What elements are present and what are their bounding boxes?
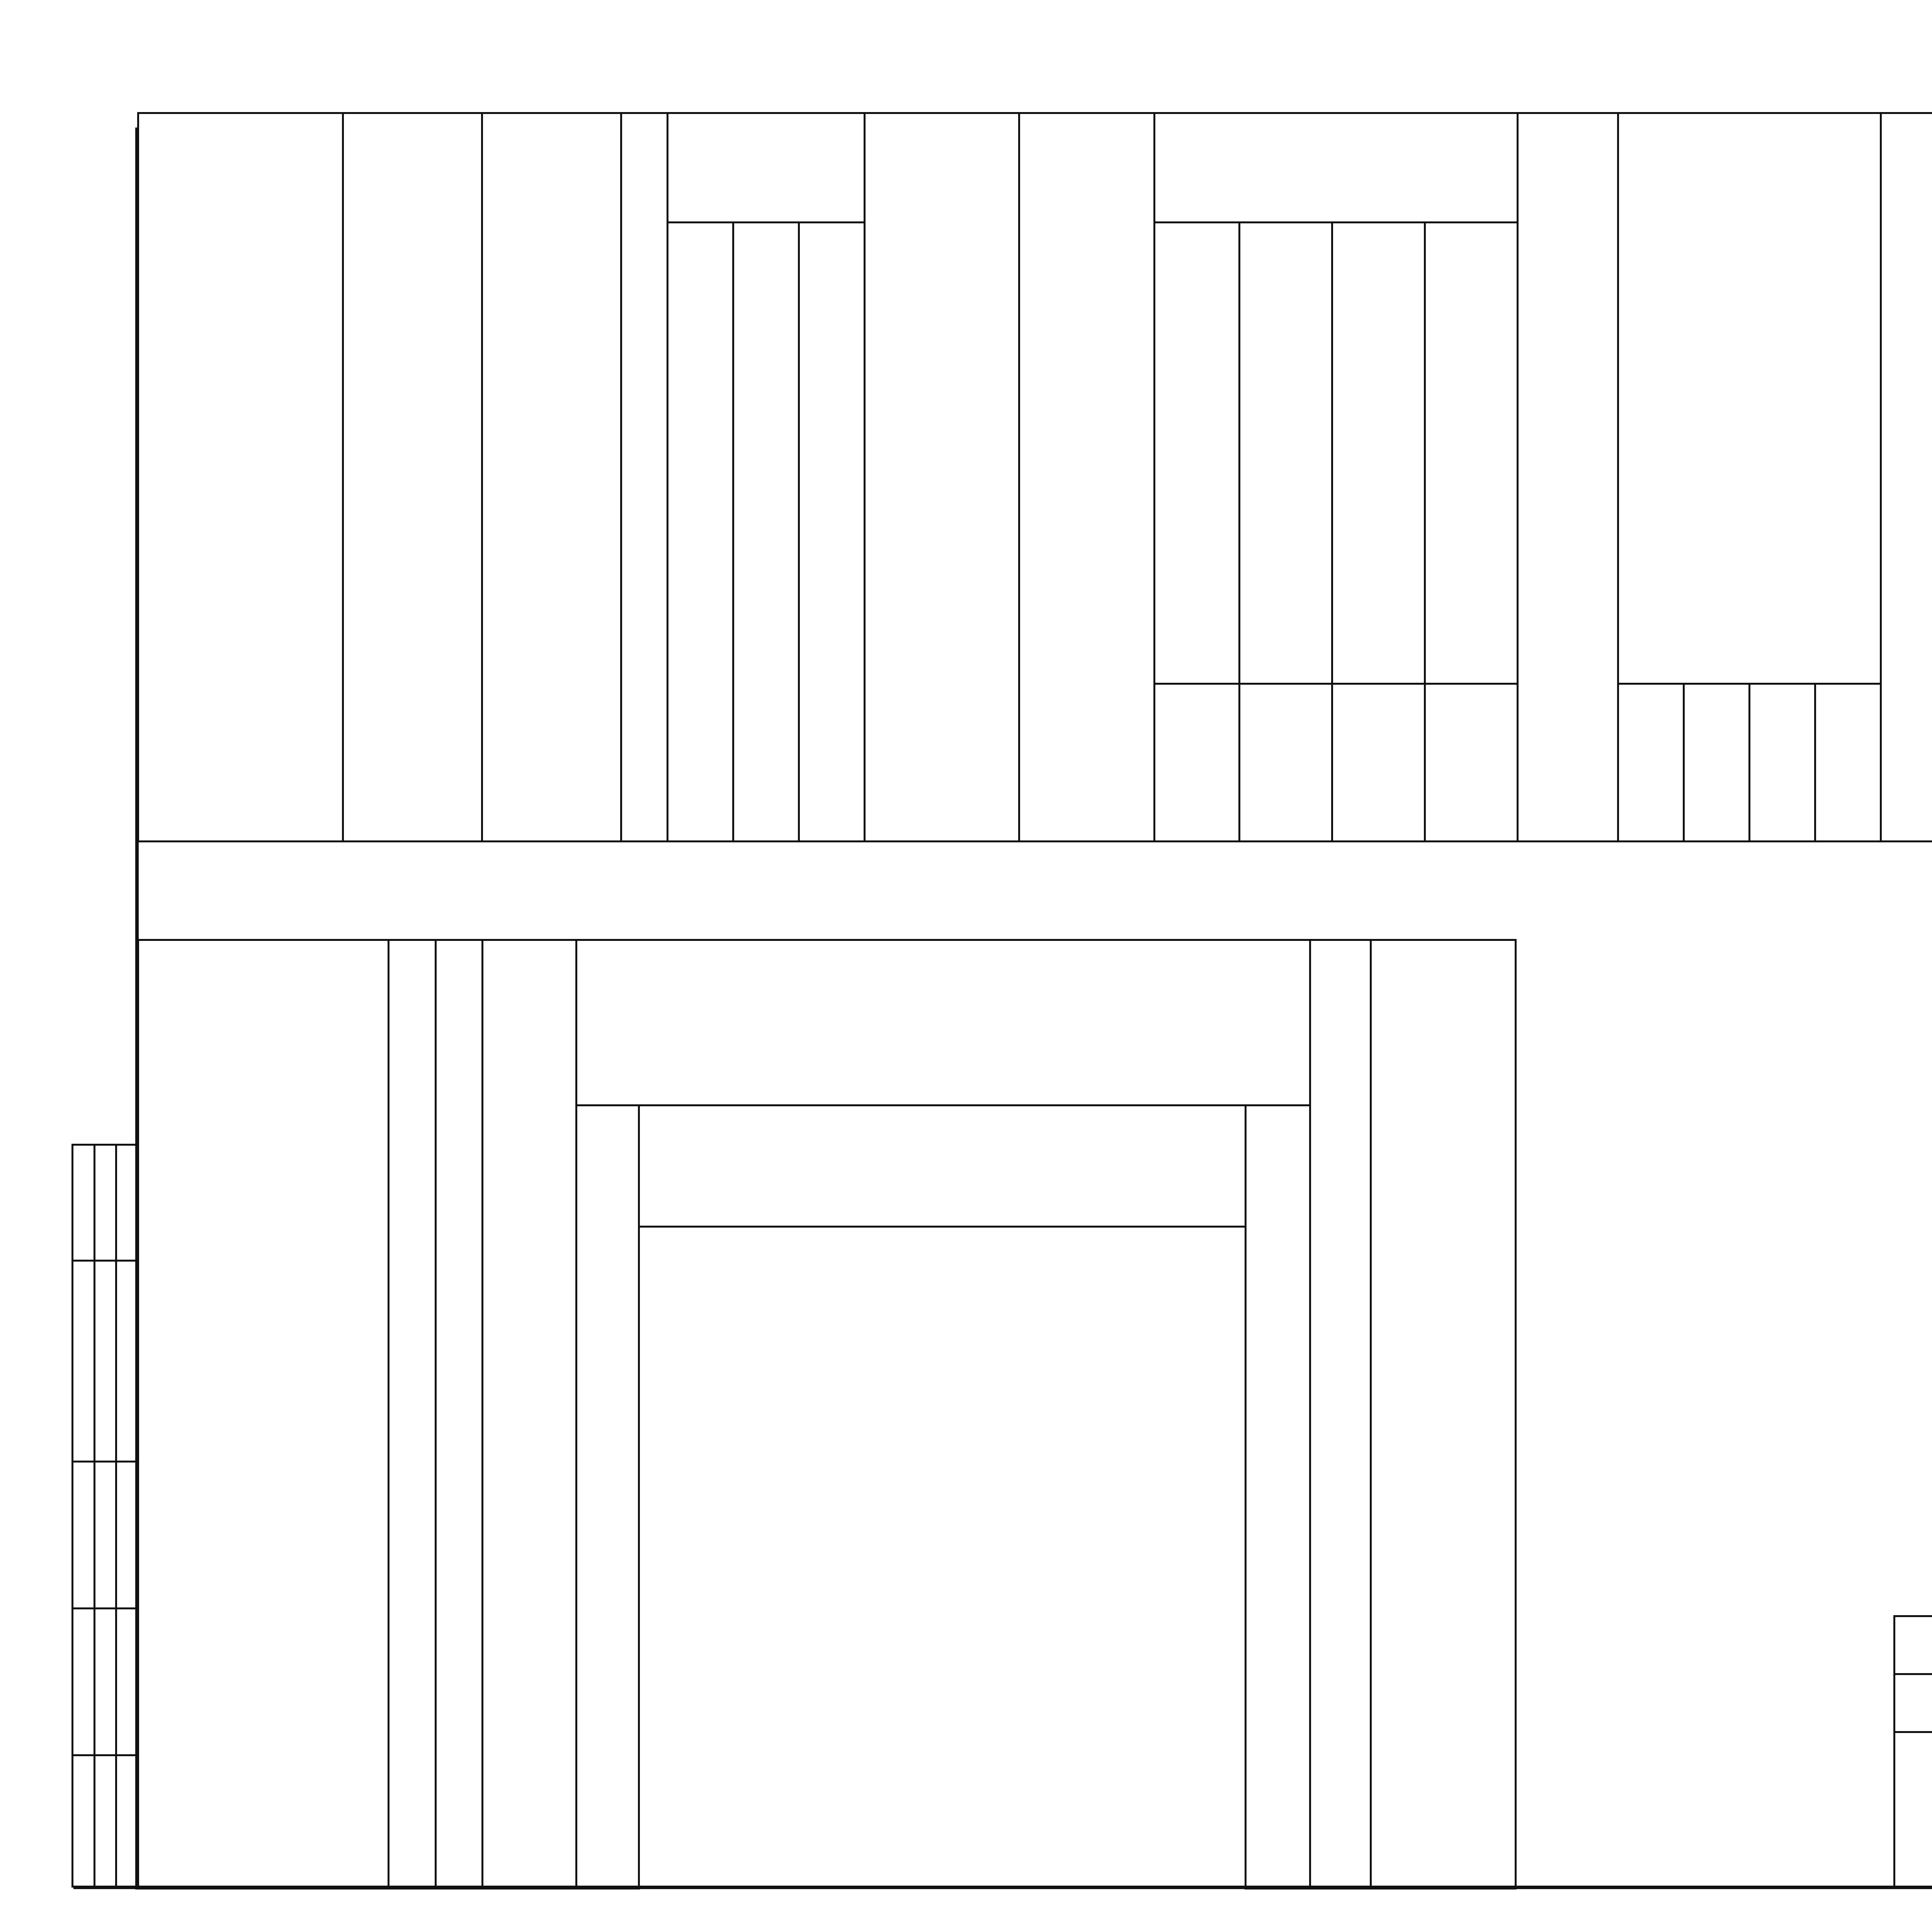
ved-h-mass xyxy=(577,940,1310,1105)
spec-q4 xyxy=(1815,684,1881,841)
spec-q2 xyxy=(1684,684,1750,841)
spec-h-need xyxy=(1618,113,1881,684)
spec-h-grade xyxy=(343,113,482,842)
spec-elcode-4 xyxy=(1425,684,1518,841)
spec-elcode-2 xyxy=(1240,684,1332,841)
ved-h-by-profile xyxy=(639,1105,1246,1227)
ved-h-series xyxy=(1371,940,1516,1889)
spec-h-profile xyxy=(138,113,343,842)
spec-table xyxy=(137,112,1932,842)
ved-table xyxy=(137,939,1517,1889)
side-stamp xyxy=(71,1144,139,1888)
spec-q1 xyxy=(1618,684,1684,841)
spec-h-mass-elements xyxy=(1155,113,1518,223)
ved-h-name xyxy=(138,940,389,1889)
title-stamp xyxy=(1893,1615,1932,1888)
spec-q3 xyxy=(1750,684,1815,841)
spec-elcode-1 xyxy=(1155,684,1240,841)
spec-h-code xyxy=(668,113,865,223)
ved-h-num xyxy=(435,940,483,1889)
spec-h-desig xyxy=(482,113,621,842)
spec-elcode-3 xyxy=(1332,684,1425,841)
